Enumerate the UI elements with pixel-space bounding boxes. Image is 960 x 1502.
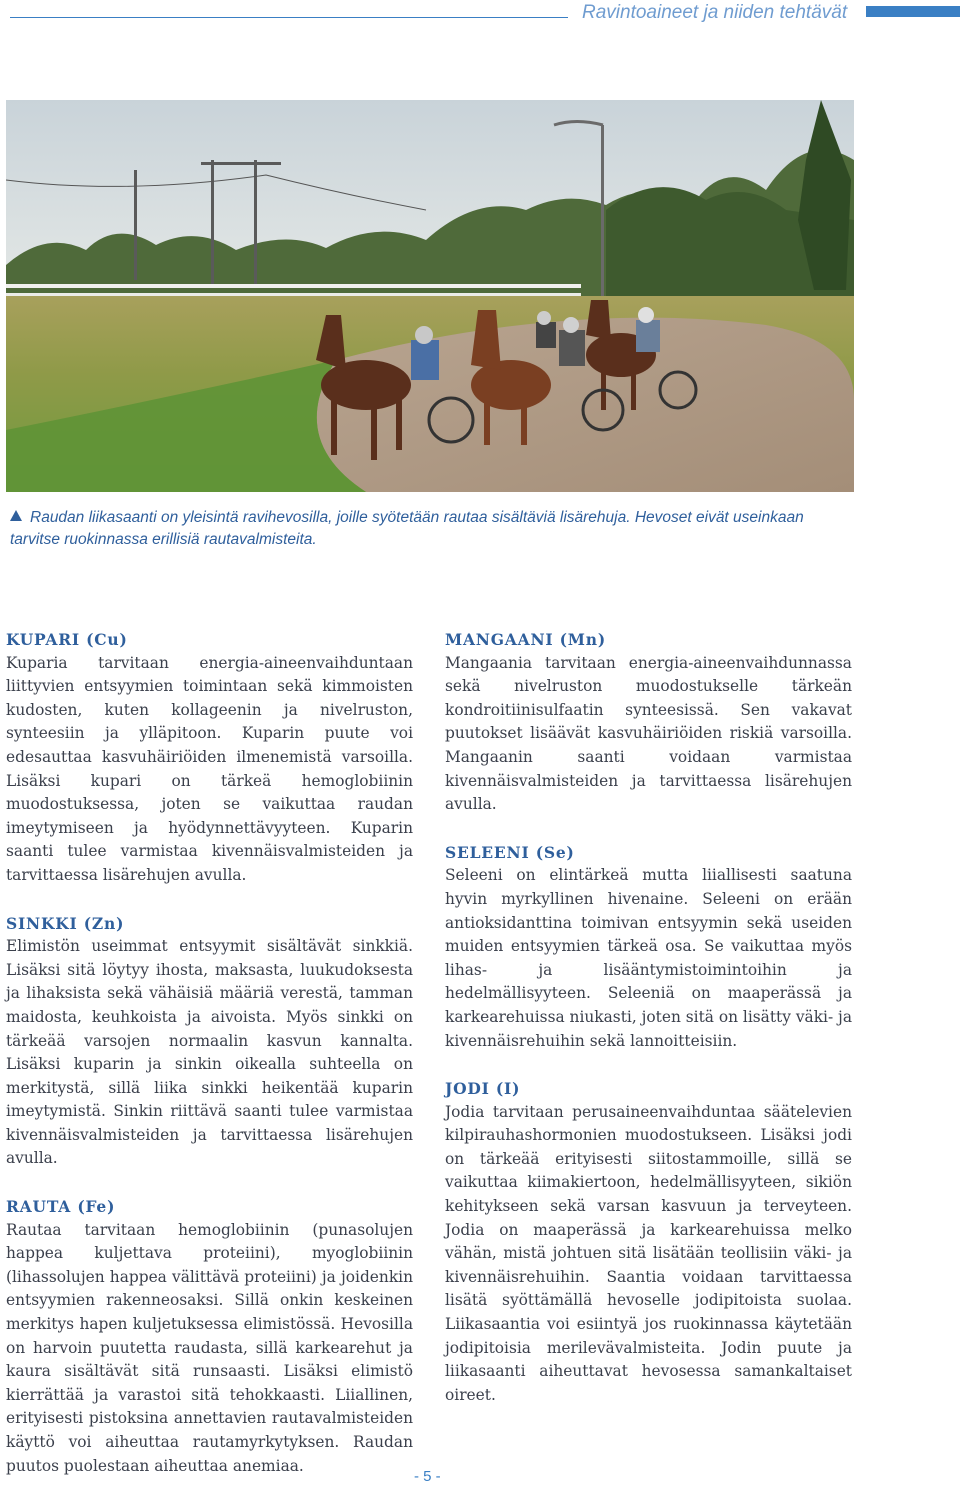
header-accent-bar xyxy=(866,6,960,17)
section-body: Rautaa tarvitaan hemoglobiinin (punasolujen happea kuljettava proteiini), myoglobiinin (lihassolujen happea välittävä proteiini) ja joidenkin entsyymien rakenneosaksi. Sillä onkin keskeinen merkitys hapen kuljetuksessa elimistössä. Hevosilla on harvoin puutetta raudasta, sillä karkearehut ja kaura sisältävät sitä runsaasti. Lisäksi elimistö kierrättää ja varastoi sitä tehokkaasti. Liiallinen, erityisesti pistoksina annettavien rautavalmisteiden käyttö voi aiheuttaa rautamyrkytyksen. Raudan puutos puolestaan aiheuttaa anemiaa. xyxy=(6,1220,413,1475)
section-mangaani xyxy=(445,628,852,817)
photo-caption xyxy=(10,507,855,551)
section-heading: JODI (I) xyxy=(445,1079,521,1099)
section-heading: MANGAANI (Mn) xyxy=(445,630,606,649)
caption-triangle-icon xyxy=(10,510,22,521)
page-number: - 5 - xyxy=(414,1468,441,1485)
section-body: Elimistön useimmat entsyymit sisältävät sinkkiä. Lisäksi sitä löytyy ihosta, maksasta, luukudoksesta ja lihaksista sekä vähäisiä määriä verestä, tamman maidosta, keuhkoista ja aivoista. Myös sinkki on tärkeää varsojen normaalin kasvun kannalta. Lisäksi kuparin ja sinkin oikealla suhteella on merkitystä, sillä liika sinkki heikentää kuparin imeytymistä. Sinkin riittävä saanti tulee varmistaa kivennäisvalmisteiden ja tarvittaessa lisärehujen avulla. xyxy=(6,937,413,1168)
section-heading: RAUTA (Fe) xyxy=(6,1197,116,1217)
section-body: Mangaania tarvitaan energia-aineenvaihdunnassa sekä nivelruston muodostukselle tärkeän kondroitiinisulfaatin synteesissä. Sen vakavat puutokset lisäävät kasvuhäiriöiden riskiä varsoilla. Mangaanin saanti voidaan varmistaa kivennäisvalmisteiden ja tarvittaessa lisärehujen avulla. xyxy=(445,653,852,814)
section-body: Seleeni on elintärkeä mutta liiallisesti saatuna hyvin myrkyllinen hivenaine. Seleeni on erään antioksidanttina toimivan entsyymin sekä useiden muiden entsyymien tärkeä osa. Se vaikuttaa myös lihas- ja lisääntymistoimintoihin ja hedelmällisyyteen. Seleeniä on maaperässä ja karkearehuissa niukasti, joten sitä on lisätty väki- ja kivennäisrehuihin sekä lannoitteisiin. xyxy=(445,866,852,1050)
section-rauta xyxy=(6,1195,413,1478)
section-body: Jodia tarvitaan perusaineenvaihduntaa säätelevien kilpirauhashormonien muodostukseen. Lisäksi jodi on tärkeää erityisesti siitostammoille, sillä se vaikuttaa kiimakiertoon, hedelmällisyyteen, sikiön kehitykseen sekä varsan kasvuun ja terveyteen. Jodia on maaperässä ja karkearehuissa melko vähän, mistä johtuen sitä lisätään teollisiin väki- ja kivennäisrehuihin. Saantia voidaan tarvittaessa lisätä syöttämällä hevoselle jodipitoista suolaa. Liikasaantia voi esiintyä jos ruokinnassa käytetään jodipitoisia merilevävalmisteita. Jodin puute ja liikasaanti aiheuttavat hevosessa samankaltaiset oireet. xyxy=(445,1102,852,1404)
section-body: Kuparia tarvitaan energia-aineenvaihduntaan liittyvien entsyymien toimintaan sekä kimmoisten kudosten, kuten kollageenin ja nivelruston, synteesiin ja ylläpitoon. Kuparin puute voi edesauttaa kasvuhäiriöiden ilmenemistä varsoilla. Lisäksi kupari on tärkeä hemoglobiinin muodostuksessa, joten se vaikuttaa raudan imeytymiseen ja hyödynnettävyyteen. Kuparin saanti tulee varmistaa kivennäisvalmisteiden ja tarvittaessa lisärehujen avulla. xyxy=(6,653,413,884)
harness-racing-photo xyxy=(6,100,854,492)
section-kupari xyxy=(6,628,413,888)
running-header-title: Ravintoaineet ja niiden tehtävät xyxy=(582,2,848,23)
section-heading: KUPARI (Cu) xyxy=(6,630,128,649)
left-column xyxy=(6,628,413,1502)
section-heading: SINKKI (Zn) xyxy=(6,913,125,933)
section-heading: SELEENI (Se) xyxy=(445,842,575,862)
right-column xyxy=(445,628,852,1431)
section-jodi xyxy=(445,1077,852,1407)
section-seleeni xyxy=(445,841,852,1053)
section-sinkki xyxy=(6,912,413,1172)
caption-text: Raudan liikasaanti on yleisintä ravihevosilla, joille syötetään rautaa sisältäviä lisärehuja. Hevoset eivät useinkaan tarvitse ruokinnassa erillisiä rautavalmisteita. xyxy=(10,509,804,548)
header-rule xyxy=(10,17,568,18)
